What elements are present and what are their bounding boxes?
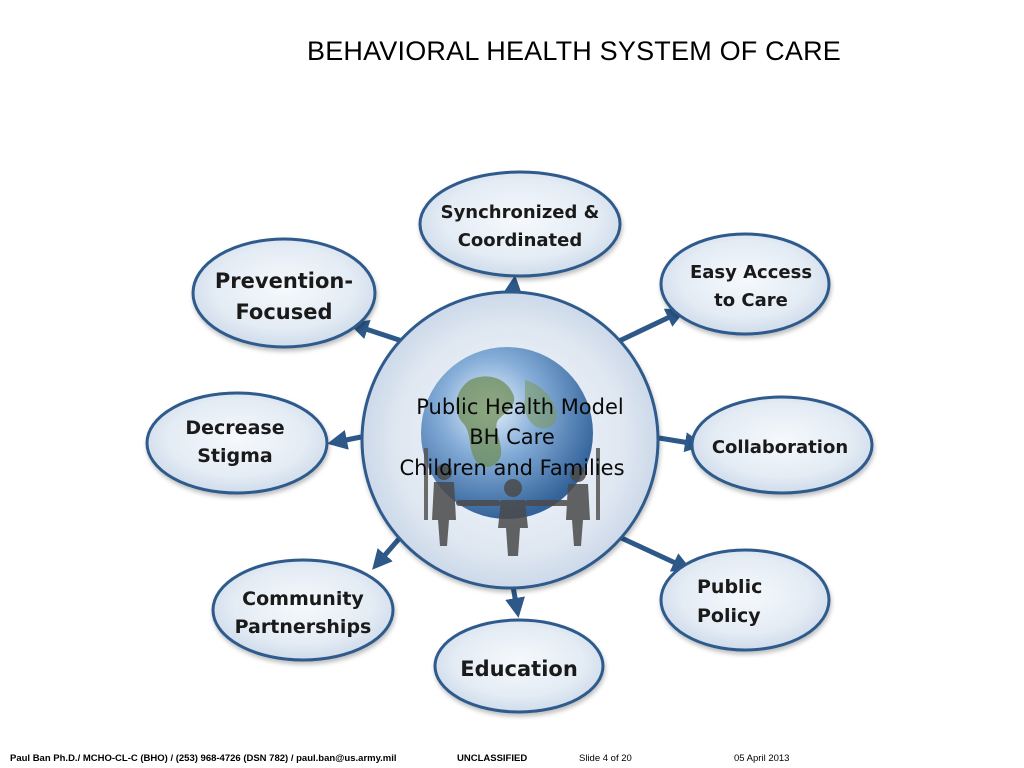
node-prevention	[193, 239, 375, 347]
node-easy-access-line-2: to Care	[714, 290, 788, 311]
slide-title: BEHAVIORAL HEALTH SYSTEM OF CARE	[306, 36, 841, 66]
footer-classification: UNCLASSIFIED	[457, 753, 528, 764]
center-line-2: BH Care	[469, 425, 555, 449]
arrow-to-prevention	[357, 326, 402, 341]
node-easy-access	[661, 234, 829, 334]
footer-date: 05 April 2013	[734, 753, 790, 764]
node-public-policy-line-1: Public	[697, 576, 763, 598]
node-stigma-line-1: Decrease	[185, 417, 285, 439]
node-collaboration-line-1: Collaboration	[711, 437, 849, 458]
node-public-policy-line-2: Policy	[697, 605, 761, 627]
node-collaboration	[692, 397, 872, 493]
node-synchronized-line-1: Synchronized &	[440, 202, 600, 223]
footer-slide-number: Slide 4 of 20	[579, 753, 632, 764]
footer-author: Paul Ban Ph.D./ MCHO-CL-C (BHO) / (253) 968-4726 (DSN 782) / paul.ban@us.army.mil	[10, 753, 397, 764]
arrow-to-stigma	[336, 437, 361, 442]
node-community-line-2: Partnerships	[234, 616, 372, 638]
node-community	[213, 560, 393, 660]
node-easy-access-line-1: Easy Access	[689, 262, 813, 283]
arrow-to-collaboration	[659, 438, 696, 444]
node-public-policy	[661, 550, 829, 650]
center-line-3: Children and Families	[399, 456, 625, 480]
node-prevention-line-2: Focused	[235, 300, 333, 324]
node-synchronized	[420, 172, 620, 276]
center-node	[362, 292, 658, 588]
arrow-to-easy-access	[617, 313, 678, 342]
node-education	[435, 620, 603, 712]
center-line-1: Public Health Model	[416, 395, 624, 419]
node-prevention-line-1: Prevention-	[214, 269, 354, 293]
node-synchronized-line-2: Coordinated	[457, 230, 583, 251]
node-education-line-1: Education	[460, 657, 578, 681]
node-stigma-line-2: Stigma	[197, 445, 273, 467]
arrow-to-public-policy	[615, 535, 684, 567]
node-stigma	[147, 393, 327, 493]
node-community-line-1: Community	[242, 588, 364, 610]
